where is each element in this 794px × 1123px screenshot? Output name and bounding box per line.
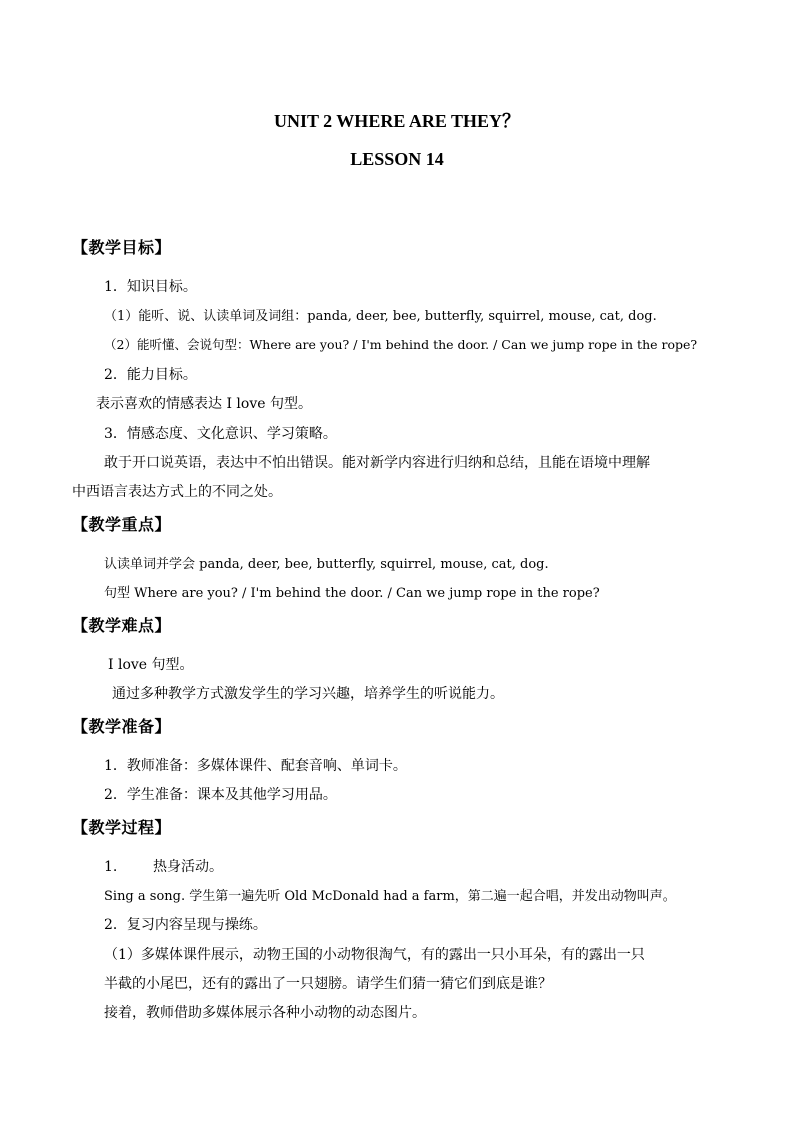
unit-title: UNIT 2 WHERE ARE THEY？ xyxy=(273,111,521,131)
goals-line: 表示喜欢的情感表达 I love 句型。 xyxy=(96,396,312,412)
preparation-line: 2．学生准备：课本及其他学习用品。 xyxy=(104,787,337,803)
difficulties-line: 通过多种教学方式激发学生的学习兴趣，培养学生的听说能力。 xyxy=(112,686,504,702)
process-line: 2．复习内容呈现与操练。 xyxy=(104,917,267,933)
process-line: （1）多媒体课件展示，动物王国的小动物很淘气，有的露出一只小耳朵，有的露出一只 xyxy=(104,947,645,963)
process-line: 1. 热身活动。 xyxy=(104,859,223,875)
goals-line: 敢于开口说英语，表达中不怕出错误。能对新学内容进行归纳和总结，且能在语境中理解 xyxy=(104,455,650,471)
section-heading-keypoints: 【教学重点】 xyxy=(72,515,172,534)
goals-line: 3．情感态度、文化意识、学习策略。 xyxy=(104,426,337,442)
goals-line: （2）能听懂、会说句型：Where are you? / I'm behind the door. / Can we jump rope in the rope? xyxy=(104,337,698,352)
goals-line: 1．知识目标。 xyxy=(104,279,197,295)
section-heading-preparation: 【教学准备】 xyxy=(72,717,172,736)
section-heading-goals: 【教学目标】 xyxy=(72,238,172,257)
process-line: 半截的小尾巴，还有的露出了一只翅膀。请学生们猜一猜它们到底是谁？ xyxy=(104,976,552,992)
goals-line: 中西语言表达方式上的不同之处。 xyxy=(72,484,282,500)
keypoints-line: 句型 Where are you? / I'm behind the door. / Can we jump rope in the rope? xyxy=(104,586,600,601)
lesson-title: LESSON 14 xyxy=(350,149,444,169)
section-heading-process: 【教学过程】 xyxy=(72,818,172,837)
goals-line: 2．能力目标。 xyxy=(104,367,197,383)
section-heading-difficulties: 【教学难点】 xyxy=(72,616,172,635)
keypoints-line: 认读单词并学会 panda, deer, bee, butterfly, squirrel, mouse, cat, dog. xyxy=(104,557,549,572)
goals-line: （1）能听、说、认读单词及词组：panda, deer, bee, butterfly, squirrel, mouse, cat, dog. xyxy=(104,309,657,324)
preparation-line: 1．教师准备：多媒体课件、配套音响、单词卡。 xyxy=(104,758,407,774)
difficulties-line: I love 句型。 xyxy=(108,657,194,673)
process-line: Sing a song. 学生第一遍先听 Old McDonald had a farm，第二遍一起合唱，并发出动物叫声。 xyxy=(104,889,676,904)
process-line: 接着，教师借助多媒体展示各种小动物的动态图片。 xyxy=(104,1005,426,1021)
